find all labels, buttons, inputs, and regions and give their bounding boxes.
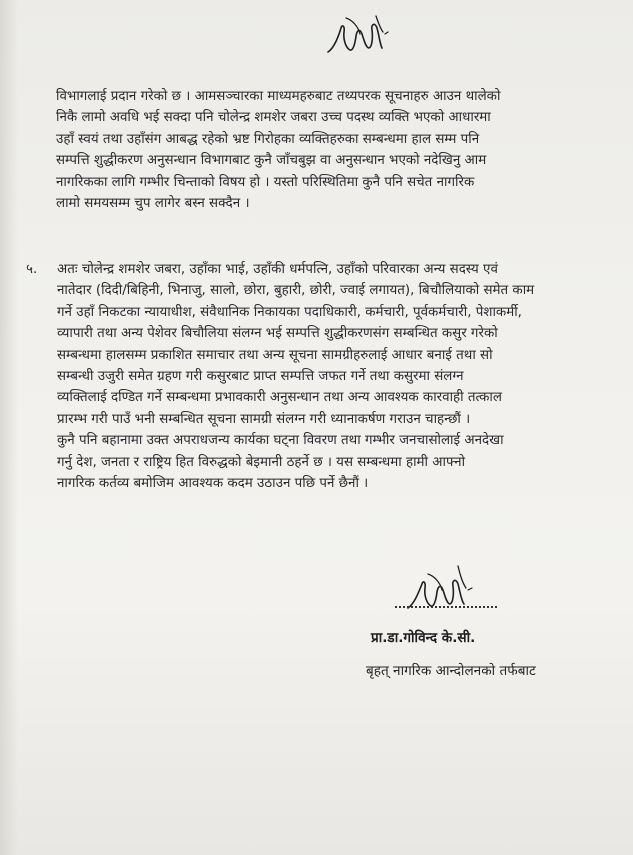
text-line: सम्बन्धमा हालसम्म प्रकाशित समाचार तथा अन्य सूचना सामग्रीहरुलाई आधार बनाई तथा सो [57,347,493,363]
text-line: गर्नु देश, जनता र राष्ट्रिय हित विरुद्धको बेइमानी ठहर्ने छ । यस सम्बन्धमा हामी आफ्नो [57,454,466,470]
signatory-organization: बृहत् नागरिक आन्दोलनको तर्फबाट [366,663,536,679]
text-line: विभागलाई प्रदान गरेको छ । आमसञ्चारका माध्यमहरुबाट तथ्यपरक सूचनाहरु आउन थालेको [56,89,501,104]
text-line: प्रारम्भ गरी पाउँ भनी सम्बन्धित सूचना सामग्री संलग्न गरी ध्यानाकर्षण गराउन चाहन्छौं । [57,411,471,427]
text-line: गर्ने उहाँ निकटका न्यायाधीश, संवैधानिक निकायका पदाधिकारी, कर्मचारी, पूर्वकर्मचारी, पेशाकर्मी, [57,304,522,320]
text-line: व्यापारी तथा अन्य पेशेवर बिचौलिया संलग्न भई सम्पत्ति शुद्धीकरणसंग सम्बन्धित कसुर गरेको [57,326,498,342]
signature-top [322,8,390,62]
text-line: उहाँ स्वयं तथा उहाँसंग आबद्ध रहेको भ्रष्ट गिरोहका व्यक्तिहरुका सम्बन्धमा हाल सम्म पनि [56,131,480,147]
paragraph-continuation [56,86,604,214]
text-line: नागरिकका लागि गम्भीर चिन्ताको विषय हो । यस्तो परिस्थितिमा कुनै पनि सचेत नागरिक [56,174,475,190]
text-line: नागरिक कर्तव्य बमोजिम आवश्यक कदम उठाउन पछि पर्ने छैनौं । [57,476,369,492]
paragraph-5 [57,259,617,494]
text-line: निकै लामो अवधि भई सक्दा पनि चोलेन्द्र शमशेर जबरा उच्च पदस्थ व्यक्ति भएको आधारमा [56,110,491,126]
paragraph-number: ५. [26,262,38,277]
text-line: सम्बन्धी उजुरी समेत ग्रहण गरी कसुरबाट प्राप्त सम्पत्ति जफत गर्ने तथा कसुरमा संलग्न [57,369,464,385]
text-line: नातेदार (दिदी/बिहिनी, भिनाजु, सालो, छोरा, बुहारी, छोरी, ज्वाई लगायत), बिचौलियाको समेत काम [57,283,535,299]
text-line: कुनै पनि बहानामा उक्त अपराधजन्य कार्यका घट्ना विवरण तथा गम्भीर जनचासोलाई अनदेखा [57,433,504,449]
signatory-name: प्रा.डा.गोविन्द के.सी. [371,630,476,646]
text-line: व्यक्तिलाई दण्डित गर्ने सम्बन्धमा प्रभावकारी अनुसन्धान तथा अन्य आवश्यक कारवाही तत्काल [57,390,502,406]
text-line: अतः चोलेन्द्र शमशेर जबरा, उहाँका भाई, उहाँकी धर्मपत्नि, उहाँको परिवारका अन्य सदस्य एवं [57,262,498,277]
signature-bottom [402,562,476,618]
text-line: लामो समयसम्म चुप लागेर बस्न सक्दैन । [56,196,250,212]
text-line: सम्पत्ति शुद्धीकरण अनुसन्धान विभागबाट कुनै जाँचबुझ वा अनुसन्धान भएको नदेखिनु आम [56,153,487,169]
signature-dotted-line [395,606,497,608]
